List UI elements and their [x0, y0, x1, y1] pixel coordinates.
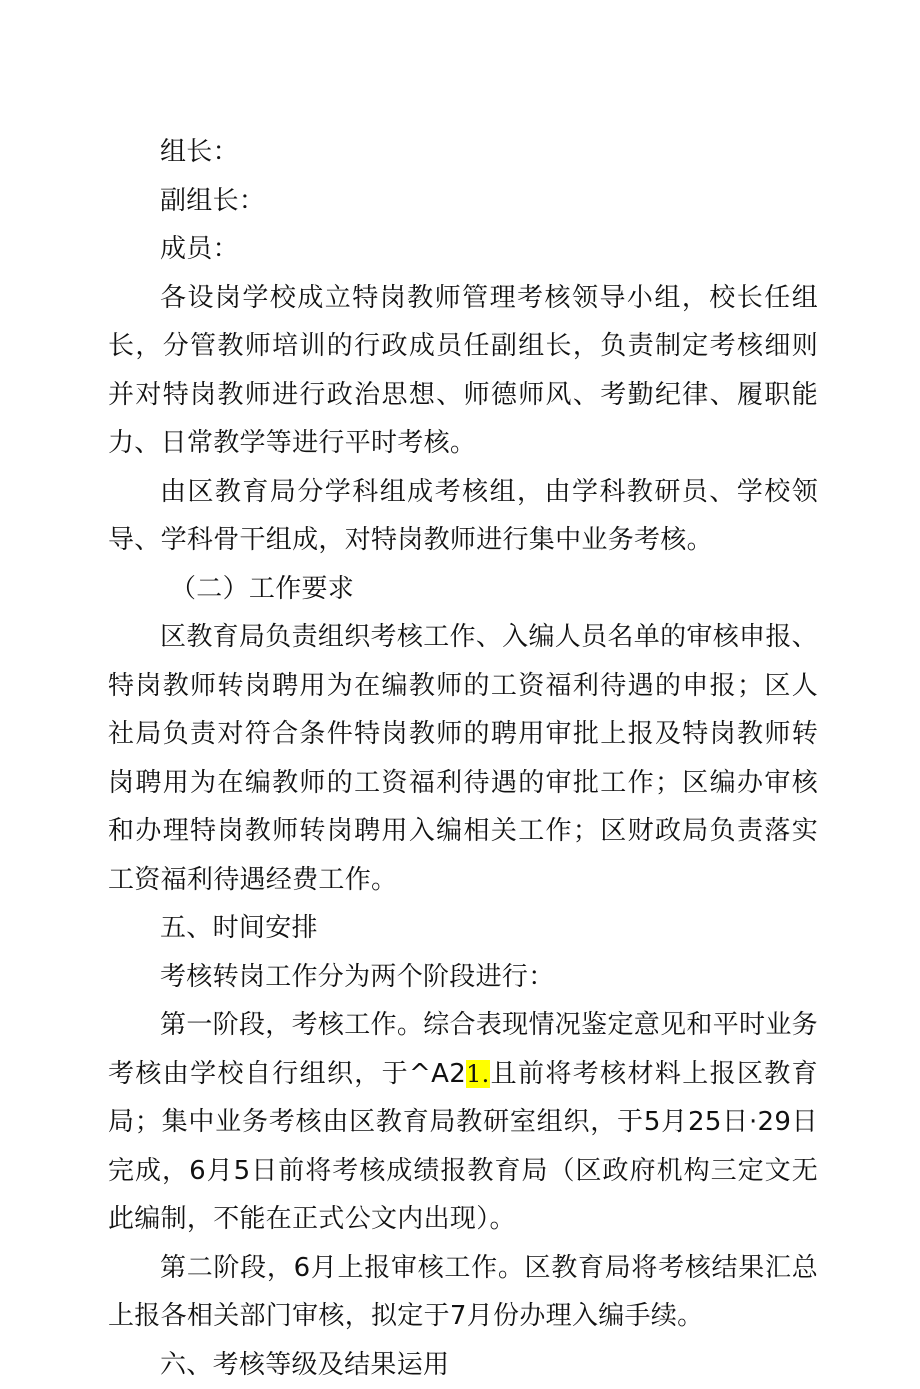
leader-label: 组长： [108, 128, 818, 177]
member-label: 成员： [108, 225, 818, 274]
document-body [108, 128, 818, 1389]
schedule-heading: 五、时间安排 [108, 904, 818, 953]
school-group-paragraph: 各设岗学校成立特岗教师管理考核领导小组，校长任组长，分管教师培训的行政成员任副组长，负责制定考核细则并对特岗教师进行政治思想、师德师风、考勤纪律、履职能力、日常教学等进行平时考核。 [108, 274, 818, 468]
highlighted-text: 1. [466, 1060, 490, 1088]
district-group-paragraph: 由区教育局分学科组成考核组，由学科教研员、学校领导、学科骨干组成，对特岗教师进行集中业务考核。 [108, 468, 818, 565]
phase-one-text-after: 且前将考核材料上报区教育局；集中业务考核由区教育局教研室组织，于5月25日·29日完成，6月5日前将考核成绩报教育局（区政府机构三定文无此编制，不能在正式公文内出现）。 [108, 1059, 818, 1235]
schedule-intro-paragraph: 考核转岗工作分为两个阶段进行： [108, 953, 818, 1002]
phase-one-paragraph [108, 1001, 818, 1244]
deputy-leader-label: 副组长： [108, 177, 818, 226]
phase-two-paragraph: 第二阶段，6月上报审核工作。区教育局将考核结果汇总上报各相关部门审核，拟定于7月份办理入编手续。 [108, 1244, 818, 1341]
work-requirements-paragraph: 区教育局负责组织考核工作、入编人员名单的审核申报、特岗教师转岗聘用为在编教师的工资福利待遇的申报；区人社局负责对符合条件特岗教师的聘用审批上报及特岗教师转岗聘用为在编教师的工资福利待遇的审批工作；区编办审核和办理特岗教师转岗聘用入编相关工作；区财政局负责落实工资福利待遇经费工作。 [108, 613, 818, 904]
phase-one-text-before: 第一阶段，考核工作。综合表现情况鉴定意见和平时业务考核由学校自行组织，于^A2 [108, 1010, 818, 1089]
work-requirements-heading: （二）工作要求 [108, 565, 818, 614]
grade-heading: 六、考核等级及结果运用 [108, 1341, 818, 1389]
